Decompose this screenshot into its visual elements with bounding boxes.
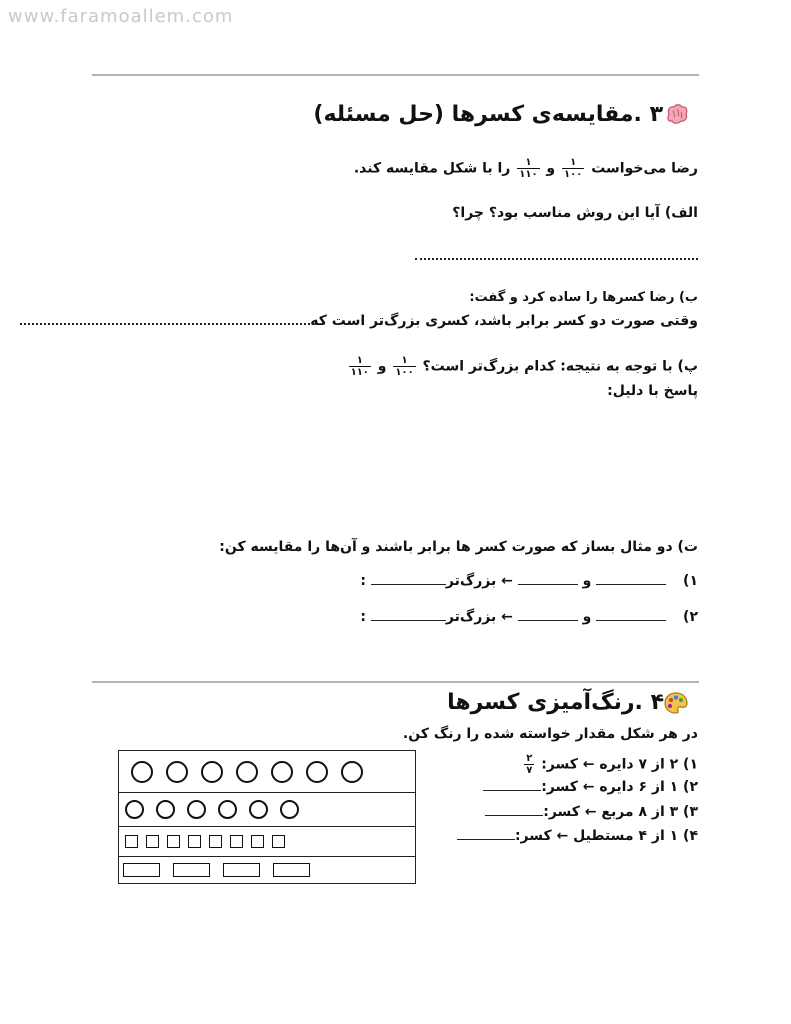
question-pe <box>347 355 698 378</box>
section3-intro <box>354 157 698 180</box>
circle-shape[interactable] <box>280 800 299 819</box>
rectangles-row-4 <box>119 857 415 883</box>
color-item-3 <box>485 804 698 820</box>
color-item-1 <box>522 753 698 776</box>
example-blank-2c[interactable] <box>371 610 446 621</box>
question-be-line2 <box>20 313 698 329</box>
question-be-line1: ب) رضا کسرها را ساده کرد و گفت: <box>469 290 698 305</box>
section3-title: ۳ .مقایسه‌ی کسرها (حل مسئله) <box>313 102 663 127</box>
circle-shape[interactable] <box>236 761 258 783</box>
fraction-1-110: $\frac{۱}{۱۱۰}$ <box>519 157 538 180</box>
divider-top <box>92 74 699 76</box>
item-text: ۲ از ۷ دایره ← کسر: <box>541 756 679 773</box>
palette-icon <box>664 692 688 714</box>
circle-shape[interactable] <box>187 800 206 819</box>
question-te: ت) دو مثال بساز که صورت کسر ها برابر باشند و آن‌ها را مقایسه کن: <box>219 539 698 555</box>
divider-middle <box>92 681 699 683</box>
squares-row-8 <box>119 827 415 857</box>
color-item-2 <box>483 779 698 795</box>
example-row-1 <box>360 573 698 589</box>
example-and: و <box>582 573 592 589</box>
item-text: ۳ از ۸ مربع ← کسر: <box>543 804 679 820</box>
fraction-blank-2[interactable] <box>483 780 541 791</box>
example-arrow-larger: ← بزرگ‌تر <box>445 573 513 589</box>
section4-instruction: در هر شکل مقدار خواسته شده را رنگ کن. <box>402 726 698 742</box>
rectangle-shape[interactable] <box>123 863 160 877</box>
example-blank-1b[interactable] <box>518 574 578 585</box>
watermark: www.faramoallem.com <box>8 6 234 27</box>
fraction-2-7: $\frac{۲}{۷}$ <box>526 753 533 776</box>
circle-shape[interactable] <box>166 761 188 783</box>
intro-and: و <box>546 160 556 177</box>
answer-line-be[interactable] <box>20 313 310 325</box>
square-shape[interactable] <box>125 835 138 848</box>
fraction-1-110: $\frac{۱}{۱۱۰}$ <box>350 355 369 378</box>
item-number: ۲) <box>683 779 698 795</box>
square-shape[interactable] <box>167 835 180 848</box>
answer-line-alef[interactable] <box>415 248 698 260</box>
intro-text-before: رضا می‌خواست <box>591 160 698 177</box>
circle-shape[interactable] <box>271 761 293 783</box>
example-colon: : <box>360 609 367 625</box>
circles-row-7 <box>119 751 415 793</box>
example-blank-2a[interactable] <box>596 610 666 621</box>
color-item-4 <box>457 828 698 844</box>
circle-shape[interactable] <box>306 761 328 783</box>
question-pe-text: پ) با توجه به نتیجه: کدام بزرگ‌تر است؟ <box>422 358 698 375</box>
answer-with-reason-label: پاسخ با دلیل: <box>607 383 698 399</box>
square-shape[interactable] <box>251 835 264 848</box>
item-number: ۴) <box>683 828 698 844</box>
example-blank-1a[interactable] <box>596 574 666 585</box>
example-and: و <box>582 609 592 625</box>
circle-shape[interactable] <box>131 761 153 783</box>
square-shape[interactable] <box>272 835 285 848</box>
square-shape[interactable] <box>230 835 243 848</box>
circle-shape[interactable] <box>218 800 237 819</box>
item-number: ۳) <box>683 804 698 820</box>
example-colon: : <box>360 573 367 589</box>
fraction-1-100: $\frac{۱}{۱۰۰}$ <box>564 157 583 180</box>
example-blank-2b[interactable] <box>518 610 578 621</box>
rectangle-shape[interactable] <box>223 863 260 877</box>
fraction-1-100: $\frac{۱}{۱۰۰}$ <box>395 355 414 378</box>
question-alef: الف) آیا این روش مناسب بود؟ چرا؟ <box>452 205 698 221</box>
fraction-blank-3[interactable] <box>485 805 543 816</box>
item-text: ۱ از ۴ مستطیل ← کسر: <box>514 828 679 844</box>
item-text: ۱ از ۶ دایره ← کسر: <box>541 779 679 795</box>
shapes-box <box>118 750 416 884</box>
fraction-blank-4[interactable] <box>457 829 515 840</box>
square-shape[interactable] <box>209 835 222 848</box>
brain-icon <box>665 103 689 125</box>
example-number: ۱) <box>683 573 698 589</box>
circle-shape[interactable] <box>125 800 144 819</box>
example-number: ۲) <box>683 609 698 625</box>
circles-row-6 <box>119 793 415 827</box>
section4-title: ۴ .رنگ‌آمیزی کسرها <box>447 690 664 715</box>
item-number: ۱) <box>683 756 698 773</box>
question-pe-and: و <box>377 358 387 375</box>
circle-shape[interactable] <box>249 800 268 819</box>
rectangle-shape[interactable] <box>173 863 210 877</box>
example-blank-1c[interactable] <box>371 574 446 585</box>
intro-text-after: را با شکل مقایسه کند. <box>353 160 511 177</box>
rectangle-shape[interactable] <box>273 863 310 877</box>
example-arrow-larger: ← بزرگ‌تر <box>445 609 513 625</box>
circle-shape[interactable] <box>201 761 223 783</box>
circle-shape[interactable] <box>341 761 363 783</box>
example-row-2 <box>360 609 698 625</box>
circle-shape[interactable] <box>156 800 175 819</box>
square-shape[interactable] <box>188 835 201 848</box>
square-shape[interactable] <box>146 835 159 848</box>
question-be-text: وقتی صورت دو کسر برابر باشد، کسری بزرگ‌تر است که <box>310 313 698 329</box>
